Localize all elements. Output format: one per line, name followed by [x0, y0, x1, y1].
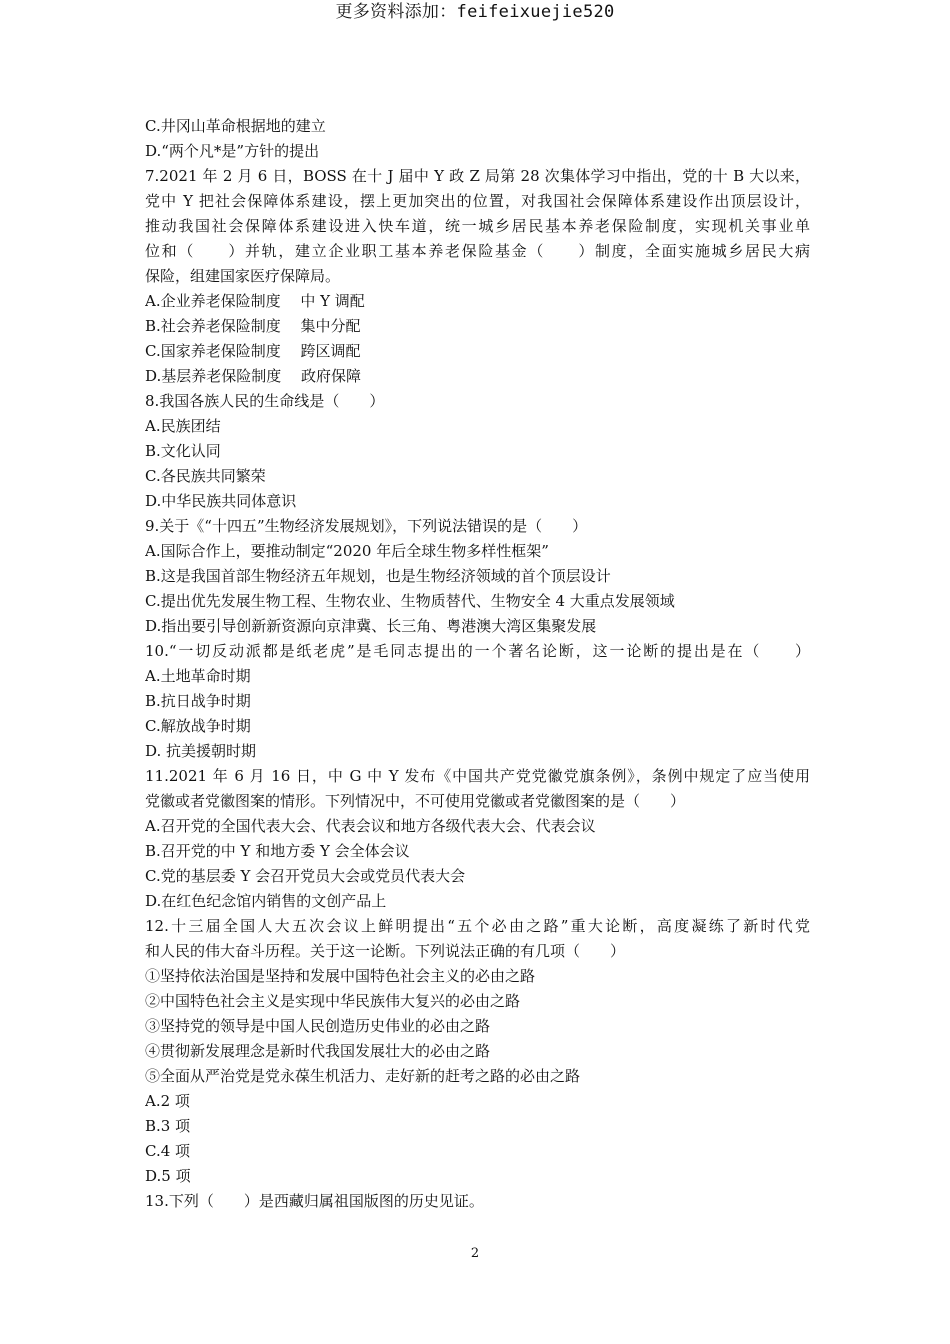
text-line: C.井冈山革命根据地的建立 — [145, 117, 326, 135]
question-line: 10.“一切反动派都是纸老虎”是毛同志提出的一个著名论断，这一论断的提出是在（ ） — [145, 642, 810, 660]
option-line: A.召开党的全国代表大会、代表会议和地方各级代表大会、代表会议 — [145, 817, 596, 835]
question-line: 和人民的伟大奋斗历程。关于这一论断。下列说法正确的有几项（ ） — [145, 942, 626, 960]
option-line: C.解放战争时期 — [145, 717, 251, 735]
option-line: C.各民族共同繁荣 — [145, 467, 266, 485]
document-body — [145, 114, 810, 1214]
text-line: 位和（ ）并轨，建立企业职工基本养老保险基金（ ）制度，全面实施城乡居民大病 — [145, 242, 810, 260]
option-line: C.提出优先发展生物工程、生物农业、生物质替代、生物安全 4 大重点发展领域 — [145, 592, 675, 610]
option-line: A.企业养老保险制度 中 Y 调配 — [145, 292, 365, 310]
statement-line: ③坚持党的领导是中国人民创造历史伟业的必由之路 — [145, 1017, 491, 1035]
option-line: A.土地革命时期 — [145, 667, 251, 685]
text-line: 保险，组建国家医疗保障局。 — [145, 267, 341, 285]
option-line: D.在红色纪念馆内销售的文创产品上 — [145, 892, 387, 910]
option-line: C.国家养老保险制度 跨区调配 — [145, 342, 361, 360]
statement-line: ①坚持依法治国是坚持和发展中国特色社会主义的必由之路 — [145, 967, 536, 985]
text-line: 党中 Y 把社会保障体系建设，摆上更加突出的位置，对我国社会保障体系建设作出顶层设计， — [145, 192, 810, 210]
option-line: B.这是我国首部生物经济五年规划，也是生物经济领域的首个顶层设计 — [145, 567, 611, 585]
page-header: 更多资料添加：feifeixuejie520 — [335, 2, 615, 22]
option-line: B.社会养老保险制度 集中分配 — [145, 317, 361, 335]
option-line: C.4 项 — [145, 1142, 191, 1160]
question-line: 12.十三届全国人大五次会议上鲜明提出“五个必由之路”重大论断，高度凝练了新时代党 — [145, 917, 810, 935]
option-line: C.党的基层委 Y 会召开党员大会或党员代表大会 — [145, 867, 466, 885]
page-number: 2 — [470, 1246, 480, 1261]
option-line: B.3 项 — [145, 1117, 191, 1135]
statement-line: ②中国特色社会主义是实现中华民族伟大复兴的必由之路 — [145, 992, 521, 1010]
option-line: A.国际合作上，要推动制定“2020 年后全球生物多样性框架” — [145, 542, 549, 560]
option-line: B.抗日战争时期 — [145, 692, 251, 710]
option-line: A.民族团结 — [145, 417, 221, 435]
question-line: 党徽或者党徽图案的情形。下列情况中，不可使用党徽或者党徽图案的是（ ） — [145, 792, 686, 810]
option-line: B.召开党的中 Y 和地方委 Y 会全体会议 — [145, 842, 410, 860]
option-line: A.2 项 — [145, 1092, 190, 1110]
option-line: D.中华民族共同体意识 — [145, 492, 297, 510]
option-line: D.指出要引导创新新资源向京津冀、长三角、粤港澳大湾区集聚发展 — [145, 617, 597, 635]
statement-line: ⑤全面从严治党是党永葆生机活力、走好新的赶考之路的必由之路 — [145, 1067, 581, 1085]
text-line: D.“两个凡*是”方针的提出 — [145, 142, 320, 160]
option-line: D.基层养老保险制度 政府保障 — [145, 367, 362, 385]
option-line: D.5 项 — [145, 1167, 191, 1185]
option-line: B.文化认同 — [145, 442, 221, 460]
question-line: 8.我国各族人民的生命线是（ ） — [145, 392, 385, 410]
text-line: 7.2021 年 2 月 6 日，BOSS 在十 J 届中 Y 政 Z 局第 28 次集体学习中指出，党的十 B 大以来， — [145, 167, 810, 185]
question-line: 13.下列（ ）是西藏归属祖国版图的历史见证。 — [145, 1192, 484, 1210]
question-line: 9.关于《“十四五”生物经济发展规划》，下列说法错误的是（ ） — [145, 517, 588, 535]
question-line: 11.2021 年 6 月 16 日，中 G 中 Y 发布《中国共产党党徽党旗条例》，条例中规定了应当使用 — [145, 767, 810, 785]
option-line: D. 抗美援朝时期 — [145, 742, 257, 760]
statement-line: ④贯彻新发展理念是新时代我国发展壮大的必由之路 — [145, 1042, 491, 1060]
text-line: 推动我国社会保障体系建设进入快车道，统一城乡居民基本养老保险制度，实现机关事业单 — [145, 217, 810, 235]
